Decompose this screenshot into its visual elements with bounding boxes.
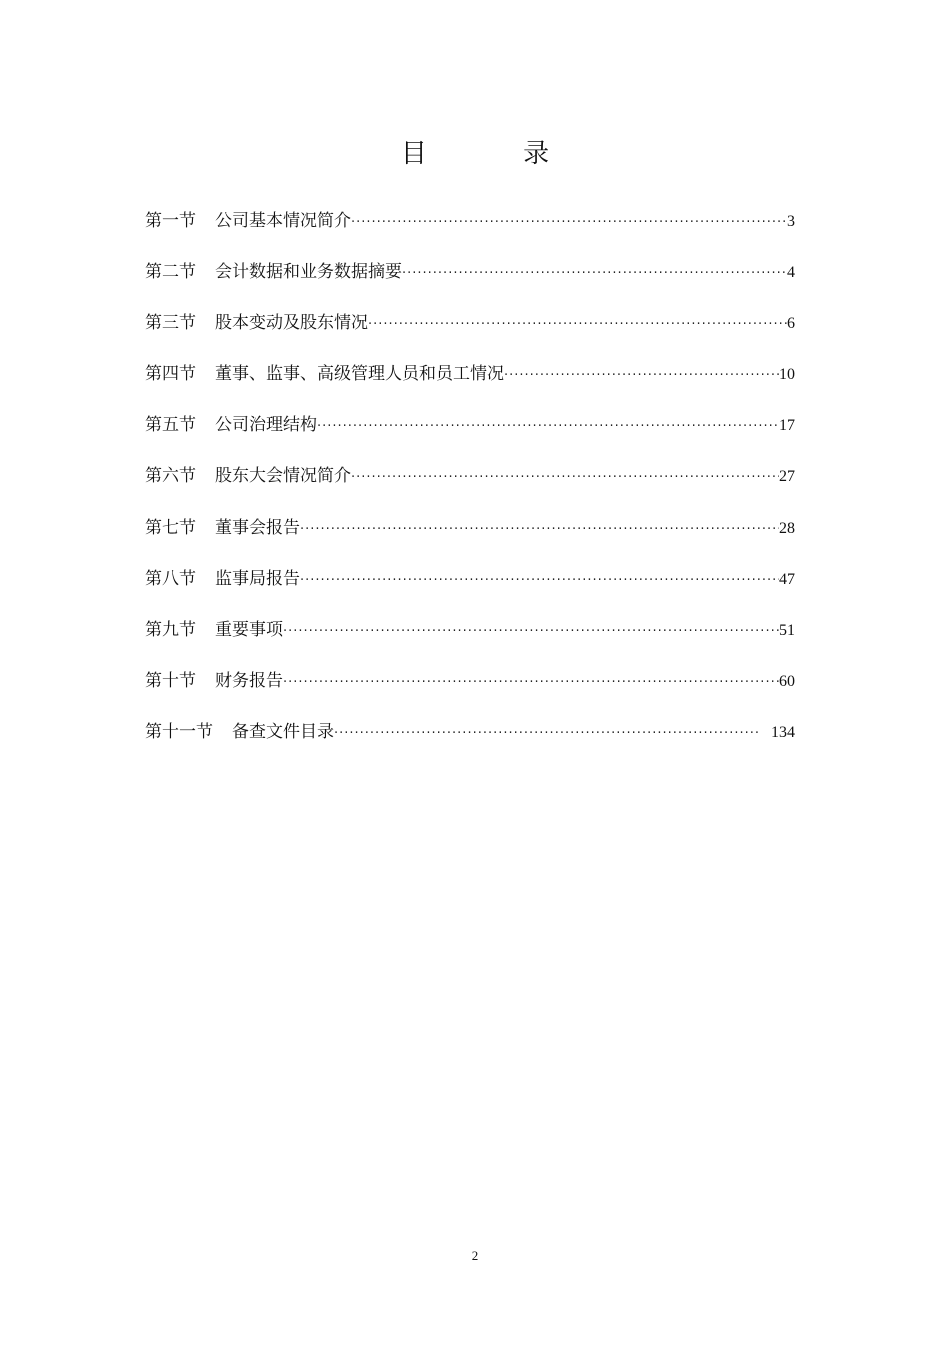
dot-leader — [317, 413, 779, 441]
dot-leader — [300, 567, 779, 595]
toc-section-title: 公司基本情况简介 — [215, 211, 351, 231]
toc-page-number: 47 — [779, 570, 795, 588]
toc-section-title: 财务报告 — [215, 670, 283, 691]
dot-leader — [368, 311, 787, 339]
toc-page-number: 10 — [779, 366, 795, 384]
page-number: 2 — [471, 1248, 479, 1263]
toc-page-number: 134 — [771, 723, 795, 741]
toc-section-number: 第三节 — [145, 313, 196, 334]
toc-entry[interactable] — [145, 718, 795, 769]
toc-page-number: 27 — [779, 468, 795, 486]
toc-section-number: 第八节 — [145, 568, 196, 589]
toc-section-number: 第二节 — [145, 262, 196, 283]
toc-entry[interactable] — [145, 258, 795, 309]
toc-section-number: 第四节 — [145, 364, 196, 385]
toc-section-title: 重要事项 — [215, 619, 283, 640]
toc-section-number: 第十节 — [145, 670, 196, 691]
dot-leader — [300, 516, 779, 544]
table-of-contents — [145, 207, 795, 769]
toc-section-number: 第六节 — [145, 466, 196, 487]
toc-page-number: 3 — [787, 213, 795, 230]
toc-entry[interactable] — [145, 565, 795, 616]
toc-section-title: 股本变动及股东情况 — [215, 313, 368, 334]
toc-section-title: 董事、监事、高级管理人员和员工情况 — [215, 364, 504, 385]
toc-entry[interactable] — [145, 207, 795, 258]
toc-page-number: 51 — [779, 621, 795, 639]
dot-leader — [351, 464, 779, 492]
toc-section-number: 第七节 — [145, 517, 196, 538]
toc-section-title: 董事会报告 — [215, 517, 300, 538]
toc-page-number: 4 — [787, 264, 795, 282]
toc-entry[interactable] — [145, 411, 795, 462]
toc-section-title: 公司治理结构 — [215, 415, 317, 436]
toc-entry[interactable] — [145, 462, 795, 513]
toc-section-number: 第一节 — [145, 211, 196, 231]
toc-section-number: 第十一节 — [145, 721, 213, 742]
toc-entry[interactable] — [145, 667, 795, 718]
toc-page-number: 60 — [779, 672, 795, 690]
toc-section-title: 会计数据和业务数据摘要 — [215, 262, 402, 283]
toc-page-number: 28 — [779, 519, 795, 537]
toc-page-number: 6 — [787, 315, 795, 333]
toc-section-title: 股东大会情况简介 — [215, 466, 351, 487]
toc-entry[interactable] — [145, 309, 795, 360]
page-title: 目 录 — [400, 139, 594, 169]
dot-leader — [283, 618, 779, 646]
toc-entry[interactable] — [145, 360, 795, 411]
dot-leader — [283, 669, 779, 697]
toc-entry[interactable] — [145, 514, 795, 565]
dot-leader — [402, 260, 787, 288]
toc-entry[interactable] — [145, 616, 795, 667]
dot-leader — [351, 209, 787, 237]
toc-page-number: 17 — [779, 417, 795, 435]
toc-section-number: 第九节 — [145, 619, 196, 640]
dot-leader — [334, 720, 761, 748]
toc-section-title: 备查文件目录 — [232, 721, 334, 742]
dot-leader — [504, 362, 779, 390]
toc-section-number: 第五节 — [145, 415, 196, 436]
toc-section-title: 监事局报告 — [215, 568, 300, 589]
